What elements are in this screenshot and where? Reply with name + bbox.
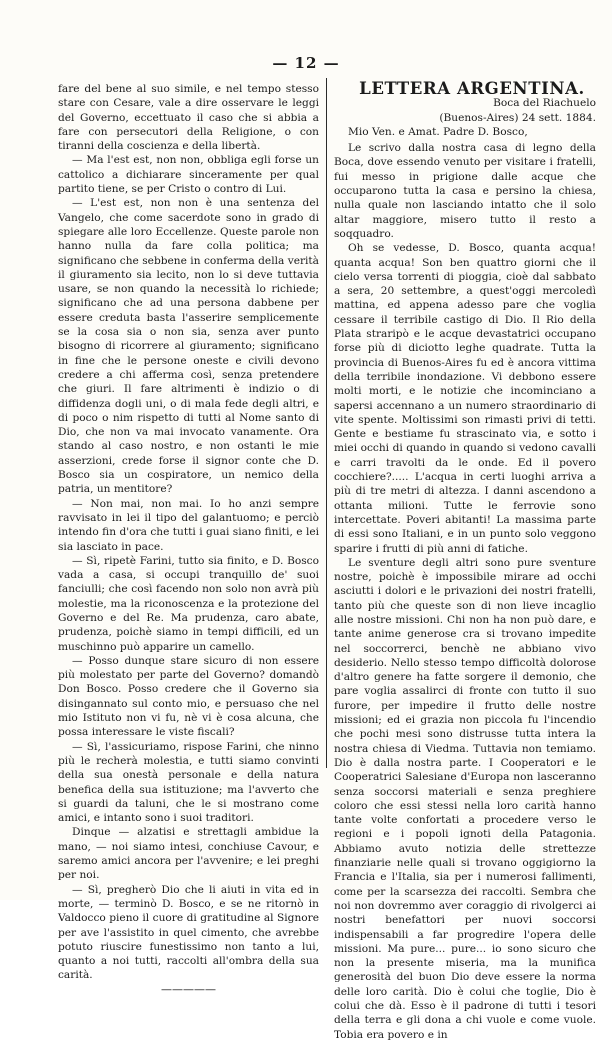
paragraph: — Non mai, non mai. Io ho anzi sempre ravvisato in lei il tipo del galantuomo; e perciò intendo fin d'ora che tutti i guai siano finiti, e lei sia lasciato in pace. [58, 497, 319, 553]
letter-paragraph: Le sventure degli altri sono pure sventure nostre, poichè è impossibile mirare ad occhi asciutti i dolori e le privazioni dei nostri fratelli, tanto più che queste son di non lieve incaglio alle nostre missioni. Chi non ha non può dare, e tante anime generose cra si trovano impedite nel soccorrerci, benchè ne abbiano vivo desiderio. Nello stesso tempo difficoltà dolorose d'altro genere ha fatte sorgere il demonio, che pare voglia assalirci di fronte con tutto il suo furore, per impedire il frutto delle nostre missioni; ed ei grazia non piccola fu l'incendio che pochi mesi sono distrusse tutta intera la nostra chiesa di Viedma. Tuttavia non temiamo. Dio è dalla nostra parte. I Cooperatori e le Cooperatrici Salesiane d'Europa non lasceranno senza soccorsi materiali e senza preghiere coloro che essi stessi nella loro carità hanno tante volte confortati a procedere verso le regioni e i popoli ignoti della Patagonia. Abbiamo avuto notizia delle strettezze finanziarie nelle quali si trovano oggigiorno la Francia e l'Italia, sia per i numerosi fallimenti, come per la scarsezza dei raccolti. Sembra che noi non dovremmo aver coraggio di rivolgerci ai nostri benefattori per nuovi soccorsi indispensabili a far progredire l'opera delle missioni. Ma pure... pure... io sono sicuro che non la presente miseria, ma la munifica generosità del buon Dio deve essere la norma delle loro carità. Dio è colui che toglie, Dio è colui che dà. Esso è il padrone di tutti i tesori della terra e gli dona a chi vuole e come vuole. Tobia era povero e in [334, 556, 596, 1041]
letter-place: Boca del Riachuelo [493, 97, 596, 110]
letter-salutation: Mio Ven. e Amat. Padre D. Bosco, [348, 125, 528, 138]
right-column [334, 79, 596, 1042]
paragraph: — Sì, pregherò Dio che li aiuti in vita ed in morte, — terminò D. Bosco, e se ne ritornò in Valdocco pieno il cuore di gratitudine al Signore per ave l'assistito in quel cimento, che avrebbe potuto riuscire funestissimo non tanto a lui, quanto a noi tutti, raccolti all'ombra della sua carità. [58, 883, 319, 982]
paragraph: — Posso dunque stare sicuro di non essere più molestato per parte del Governo? domandò Don Bosco. Posso credere che il Governo sia disingannato sul conto mio, e persuaso che nel mio Istituto non vi fu, nè vi è cosa alcuna, che possa interessare le viste fiscali? [58, 654, 319, 739]
letter-paragraph: Oh se vedesse, D. Bosco, quanta acqua! quanta acqua! Son ben quattro giorni che il cielo versa torrenti di pioggia, cioè dal sabbato a sera, 20 settembre, a quest'oggi mercoledì mattina, ed appena adesso pare che voglia cessare il terribile castigo di Dio. Il Rio della Plata straripò e le acque devastatrici occupano forse più di diciotto leghe quadrate. Tutta la provincia di Buenos-Aires fu ed è ancora vittima della terribile inondazione. Vi debbono essere molti morti, e le notizie che incominciano a sapersi accennano a un numero straordinario di vite spente. Moltissimi son rimasti privi di tetti. Gente e bestiame fu strascinato via, e sotto i miei occhi di quando in quando si vedono cavalli e carri travolti da le onde. Ed il povero cocchiere?..... L'acqua in certi luoghi arriva a più di tre metri di altezza. I danni ascendono a ottanta milioni. Tutte le ferrovie sono intercettate. Poveri abitanti! La massima parte di essi sono Italiani, e in un punto solo veggono sparire i frutti di più anni di fatiche. [334, 242, 596, 555]
paragraph: Dinque — alzatisi e strettagli ambidue la mano, — noi siamo intesi, conchiuse Cavour, e saremo amici ancora per l'avvenire; e lei preghi per noi. [58, 826, 319, 882]
paragraph: — L'est est, non non è una sentenza del Vangelo, che come sacerdote sono in grado di spiegare alle loro Eccellenze. Queste parole non hanno nulla da fare colla politica; ma significano che sebbene in conferma della verità il giuramento sia lecito, non lo si deve tuttavia usare, se non quando la necessità lo richiede; significano che ad una persona dabbene per essere creduta basta l'asserire semplicemente se la cosa sia o non sia, senza aver punto bisogno di ricorrere al giuramento; significano in fine che le persone oneste e civili devono credere a chi afferma così, senza pretendere che giuri. Il fare altrimenti è indizio o di diffidenza dogli uni, o di mala fede degli altri, e di poco o nim rispetto di tutti al Nome santo di Dio, che non va mai invocato vanamente. Ora stando al caso nostro, e non ostanti le mie asserzioni, crede forse il signor conte che D. Bosco sia un cospiratore, un nemico della patria, un mentitore? [58, 197, 319, 496]
paragraph: — Sì, l'assicuriamo, rispose Farini, che ninno più le recherà molestia, e tutti siamo convinti della sua onestà personale e della natura benefica della sua istituzione; ma l'avverto che si guardi da taluni, che le si mostrano come amici, e intanto sono i suoi traditori. [58, 740, 319, 825]
paragraph: fare del bene al suo simile, e nel tempo stesso stare con Cesare, vale a dire osservare le leggi del Governo, eccettuato il caso che si abbia a fare con persecutori della Religione, o con tiranni della coscienza e della libertà. [58, 83, 319, 153]
letter-date: (Buenos-Aires) 24 sett. 1884. [439, 111, 596, 124]
page-number: — 12 — [272, 54, 340, 72]
section-separator: ————— [161, 982, 216, 996]
paragraph: — Ma l'est est, non non, obbliga egli forse un cattolico a dichiarare sinceramente per qual partito tiene, se per Cristo o contro di Lui. [58, 154, 319, 196]
paragraph: — Sì, ripetè Farini, tutto sia finito, e D. Bosco vada a casa, si occupi tranquillo de' suoi fanciulli; che così facendo non solo non avrà più molestie, ma la riconoscenza e la protezione del Governo e del Re. Ma prudenza, caro abate, prudenza, poichè siamo in tempi difficili, ed un muschinno può apparire un camello. [58, 554, 319, 653]
left-column [58, 82, 319, 997]
letter-paragraph: Le scrivo dalla nostra casa di legno della Boca, dove essendo venuto per visitare i fratelli, fui messo in prigione dalle acque che occuparono tutta la casa e persino la chiesa, nulla quale non lasciando intatto che il solo altar maggiore, misero tutto il resto a soqquadro. [334, 142, 596, 240]
letter-title: LETTERA ARGENTINA. [359, 79, 585, 98]
column-divider [326, 78, 327, 768]
